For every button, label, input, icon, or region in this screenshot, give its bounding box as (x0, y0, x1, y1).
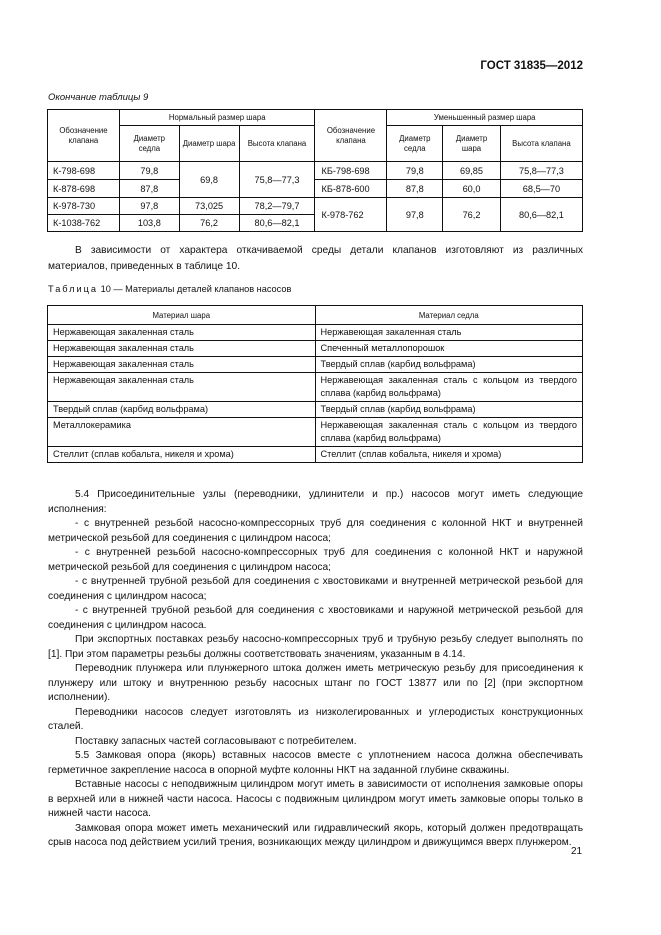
table10 (47, 305, 583, 463)
body-paragraph: - с внутренней трубной резьбой для соединения с хвостовиками и внутренней метрической резьбой для соединения с цилиндром насоса; (48, 576, 583, 602)
t10-cell: Нержавеющая закаленная сталь с кольцом из твердого сплава (карбид вольфрама) (315, 373, 583, 402)
body-paragraph: 5.4 Присоединительные узлы (переводники, удлинители и пр.) насосов могут иметь следующие исполнения: (48, 489, 583, 515)
body-paragraph: Поставку запасных частей согласовывают с потребителем. (75, 735, 357, 747)
t9-h-designation-right: Обозначение клапана (315, 110, 387, 162)
t10-h-ball: Материал шара (48, 306, 316, 325)
t10-cell: Нержавеющая закаленная сталь с кольцом из твердого сплава (карбид вольфрама) (315, 418, 583, 447)
t10-cell: Твердый сплав (карбид вольфрама) (48, 402, 316, 418)
page-number: 21 (571, 846, 583, 857)
t9-cell: 69,85 (443, 162, 501, 180)
t9-cell: 87,8 (387, 180, 443, 198)
t10-cell: Твердый сплав (карбид вольфрама) (315, 402, 583, 418)
body-paragraph: - с внутренней резьбой насосно-компрессорных труб для соединения с колонной НКТ и наружной метрической резьбой для соединения с цилиндром насоса; (48, 547, 583, 573)
t9-cell: К-978-730 (48, 198, 120, 215)
t10-cell: Стеллит (сплав кобальта, никеля и хрома) (315, 447, 583, 463)
t10-cell: Нержавеющая закаленная сталь (48, 373, 316, 402)
t9-cell: 87,8 (119, 180, 179, 198)
t9-h-normal: Нормальный размер шара (119, 110, 315, 126)
table10-caption-prefix: Таблица (48, 284, 99, 294)
t9-cell: 68,5—70 (500, 180, 582, 198)
body-paragraph: 5.5 Замковая опора (якорь) вставных насосов вместе с уплотнением насоса должна обеспечивать герметичное закрепление насоса в опорной муфте колонны НКТ на заданной глубине скважины. (48, 750, 583, 776)
t9-cell: 76,2 (179, 215, 239, 232)
body-paragraph: - с внутренней трубной резьбой для соединения с хвостовиками и наружной метрической резьбой для соединения с цилиндром насоса. (48, 605, 583, 631)
table9-caption: Окончание таблицы 9 (48, 92, 149, 103)
t9-cell: 79,8 (119, 162, 179, 180)
t9-cell: 97,8 (387, 198, 443, 232)
paragraph-materials: В зависимости от характера откачиваемой среды детали клапанов изготовляют из различных материалов, приведенных в таблице 10. (48, 245, 583, 272)
body-paragraph: - с внутренней резьбой насосно-компрессорных труб для соединения с колонной НКТ и внутренней метрической резьбой для соединения с цилиндром насоса; (48, 518, 583, 544)
t9-cell: 75,8—77,3 (500, 162, 582, 180)
t9-cell: К-878-698 (48, 180, 120, 198)
body-paragraph: Вставные насосы с неподвижным цилиндром могут иметь в зависимости от исполнения замковые опоры в верхней или в нижней части насоса. Насосы с подвижным цилиндром могут иметь замковые опоры только в нижней части насоса. (48, 779, 583, 819)
t9-h-height-left: Высота клапана (239, 126, 315, 162)
body-paragraph: Переводник плунжера или плунжерного штока должен иметь метрическую резьбу для присоединения к плунжеру или штоку и внутреннюю резьбу насосных штанг по ГОСТ 13877 или по [2] (при экспортном исполнении). (48, 663, 583, 703)
t10-cell: Твердый сплав (карбид вольфрама) (315, 357, 583, 373)
table10-caption (48, 284, 291, 294)
t9-cell: КБ-798-698 (315, 162, 387, 180)
t9-h-designation-left: Обозначение клапана (48, 110, 120, 162)
t9-cell: 69,8 (179, 162, 239, 198)
t9-cell: К-1038-762 (48, 215, 120, 232)
t10-cell: Металлокерамика (48, 418, 316, 447)
t9-cell: 80,6—82,1 (239, 215, 315, 232)
standard-header: ГОСТ 31835—2012 (480, 60, 583, 72)
t9-cell: 79,8 (387, 162, 443, 180)
t9-cell: 76,2 (443, 198, 501, 232)
t9-h-ball-left: Диаметр шара (179, 126, 239, 162)
t10-cell: Спеченный металлопорошок (315, 341, 583, 357)
t9-cell: К-978-762 (315, 198, 387, 232)
t9-cell: 78,2—79,7 (239, 198, 315, 215)
t9-cell: 103,8 (119, 215, 179, 232)
t9-cell: 80,6—82,1 (500, 198, 582, 232)
body-paragraph: При экспортных поставках резьбу насосно-компрессорных труб и трубную резьбу следует выполнять по [1]. При этом параметры резьбы должны соответствовать значениям, указанным в 4.14. (48, 634, 583, 660)
t10-cell: Нержавеющая закаленная сталь (48, 341, 316, 357)
body-paragraph: Переводники насосов следует изготовлять из низколегированных и углеродистых конструкционных сталей. (48, 706, 583, 732)
t9-h-seat-left: Диаметр седла (119, 126, 179, 162)
t9-cell: 60,0 (443, 180, 501, 198)
t9-cell: 97,8 (119, 198, 179, 215)
body-text (48, 488, 583, 851)
t10-h-seat: Материал седла (315, 306, 583, 325)
t9-h-height-right: Высота клапана (500, 126, 582, 162)
t9-cell: 73,025 (179, 198, 239, 215)
t9-cell: КБ-878-600 (315, 180, 387, 198)
t9-h-ball-right: Диаметр шара (443, 126, 501, 162)
t9-h-seat-right: Диаметр седла (387, 126, 443, 162)
table10-caption-text: 10 — Материалы деталей клапанов насосов (100, 284, 292, 294)
t10-cell: Стеллит (сплав кобальта, никеля и хрома) (48, 447, 316, 463)
t9-h-reduced: Уменьшенный размер шара (387, 110, 583, 126)
t10-cell: Нержавеющая закаленная сталь (48, 357, 316, 373)
t10-cell: Нержавеющая закаленная сталь (48, 325, 316, 341)
body-paragraph: Замковая опора может иметь механический или гидравлический якорь, который должен предотвращать срыв насоса под действием усилий трения, возникающих между цилиндром и движущимся вверх плунжером. (48, 822, 583, 848)
t9-cell: К-798-698 (48, 162, 120, 180)
t10-cell: Нержавеющая закаленная сталь (315, 325, 583, 341)
t9-cell: 75,8—77,3 (239, 162, 315, 198)
table9 (47, 109, 583, 232)
